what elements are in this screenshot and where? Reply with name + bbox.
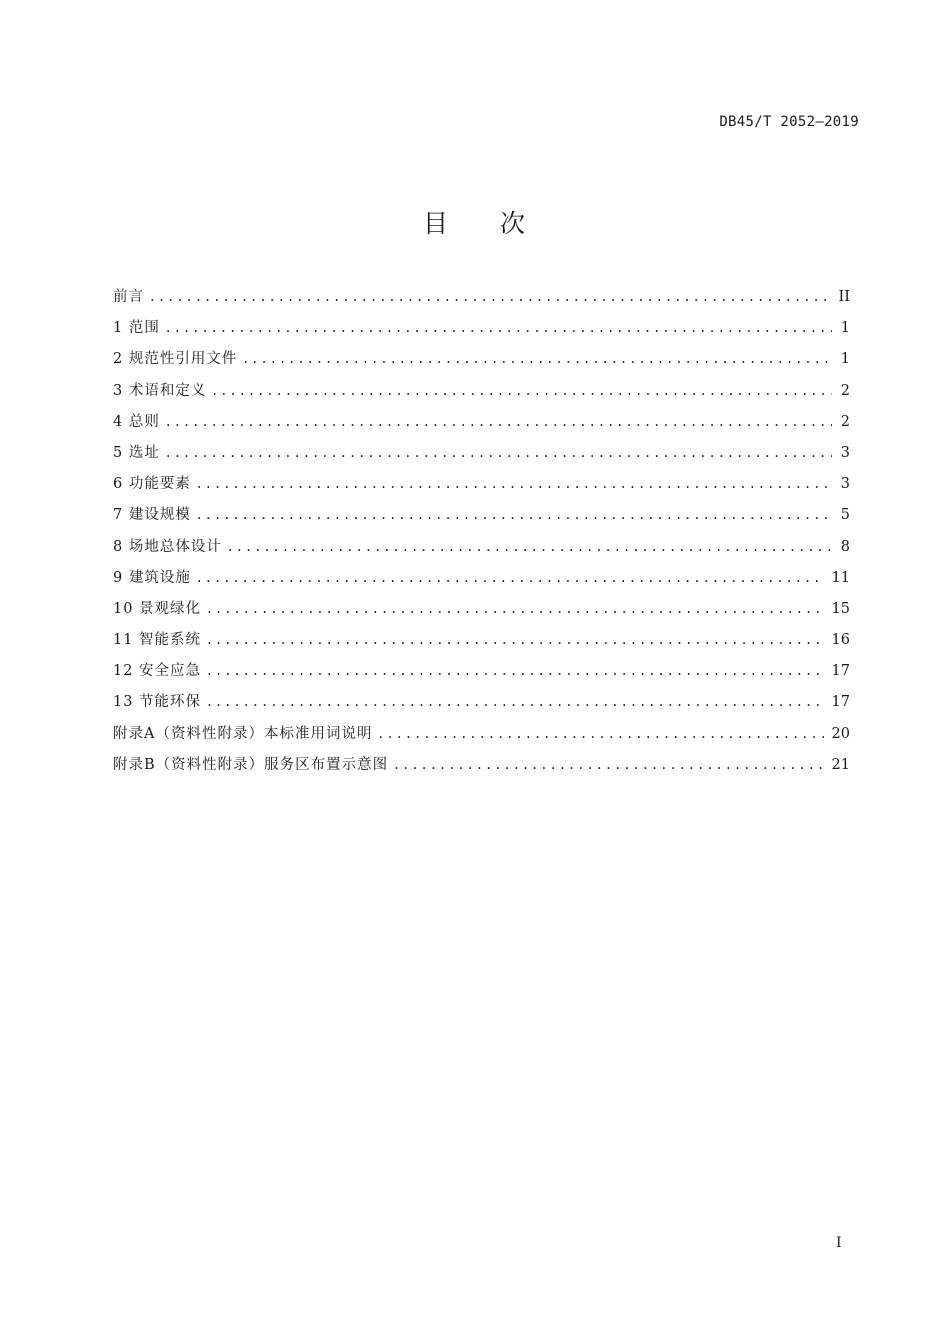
toc-entry-page: 8 [840,538,850,555]
toc-leader-dots [378,719,823,750]
toc-leader-dots [166,313,832,344]
toc-entry-label: 10 景观绿化 [113,600,202,617]
toc-entry-label: 13 节能环保 [113,694,202,711]
toc-entry-normative-references[interactable] [113,344,850,375]
toc-entry-scope[interactable] [113,313,850,344]
toc-entry-label: 7 建设规模 [113,507,191,524]
toc-entry-general[interactable] [113,407,850,438]
toc-entry-intelligent-systems[interactable] [113,625,850,656]
toc-leader-dots [207,687,823,718]
table-of-contents [113,282,850,781]
toc-entry-label: 3 术语和定义 [113,382,207,399]
toc-leader-dots [197,469,832,500]
toc-entry-foreword[interactable] [113,282,850,313]
toc-entry-label: 前言 [113,289,144,305]
toc-entry-appendix-b[interactable] [113,750,850,781]
toc-entry-site-selection[interactable] [113,438,850,469]
toc-entry-landscaping[interactable] [113,594,850,625]
toc-leader-dots [207,656,823,687]
toc-entry-label: 6 功能要素 [113,476,191,493]
toc-entry-label: 9 建筑设施 [113,569,191,586]
toc-entry-terms-definitions[interactable] [113,376,850,407]
page-title-char-2: 次 [500,209,528,238]
toc-entry-page: 3 [840,444,850,461]
toc-entry-label: 4 总则 [113,413,160,430]
toc-entry-safety-emergency[interactable] [113,656,850,687]
toc-entry-site-design[interactable] [113,532,850,563]
page-title-char-1: 目 [422,209,450,238]
toc-entry-label: 附录B（资料性附录）服务区布置示意图 [113,756,389,773]
toc-entry-page: 5 [840,507,850,524]
toc-entry-page: 3 [840,476,850,493]
toc-entry-page: 15 [831,600,850,617]
toc-entry-page: 1 [840,351,850,368]
toc-entry-functional-elements[interactable] [113,469,850,500]
toc-entry-building-facilities[interactable] [113,563,850,594]
toc-leader-dots [166,438,832,469]
toc-entry-label: 12 安全应急 [113,663,202,680]
toc-entry-page: II [838,289,850,305]
toc-leader-dots [212,376,832,407]
toc-entry-page: 1 [840,320,850,337]
toc-entry-label: 5 选址 [113,444,160,461]
toc-entry-label: 附录A（资料性附录）本标准用词说明 [113,725,373,742]
toc-entry-appendix-a[interactable] [113,719,850,750]
page-title [0,204,950,240]
toc-entry-page: 21 [831,756,850,773]
toc-leader-dots [228,532,832,563]
toc-entry-label: 2 规范性引用文件 [113,351,238,368]
toc-entry-energy-saving[interactable] [113,687,850,718]
toc-leader-dots [197,500,832,531]
toc-entry-construction-scale[interactable] [113,500,850,531]
toc-entry-page: 20 [831,725,850,742]
toc-entry-page: 16 [831,632,850,649]
toc-leader-dots [166,407,832,438]
toc-entry-page: 17 [831,694,850,711]
toc-entry-label: 8 场地总体设计 [113,538,222,555]
toc-leader-dots [243,344,832,375]
toc-entry-label: 11 智能系统 [113,632,202,649]
toc-leader-dots [150,282,831,313]
toc-leader-dots [394,750,823,781]
standard-code: DB45/T 2052—2019 [719,114,859,130]
toc-leader-dots [207,594,823,625]
toc-entry-page: 11 [831,569,850,586]
toc-leader-dots [197,563,824,594]
toc-entry-page: 2 [840,382,850,399]
toc-entry-page: 17 [831,663,850,680]
toc-leader-dots [207,625,823,656]
toc-entry-label: 1 范围 [113,320,160,337]
page-number: I [836,1235,842,1251]
toc-entry-page: 2 [840,413,850,430]
